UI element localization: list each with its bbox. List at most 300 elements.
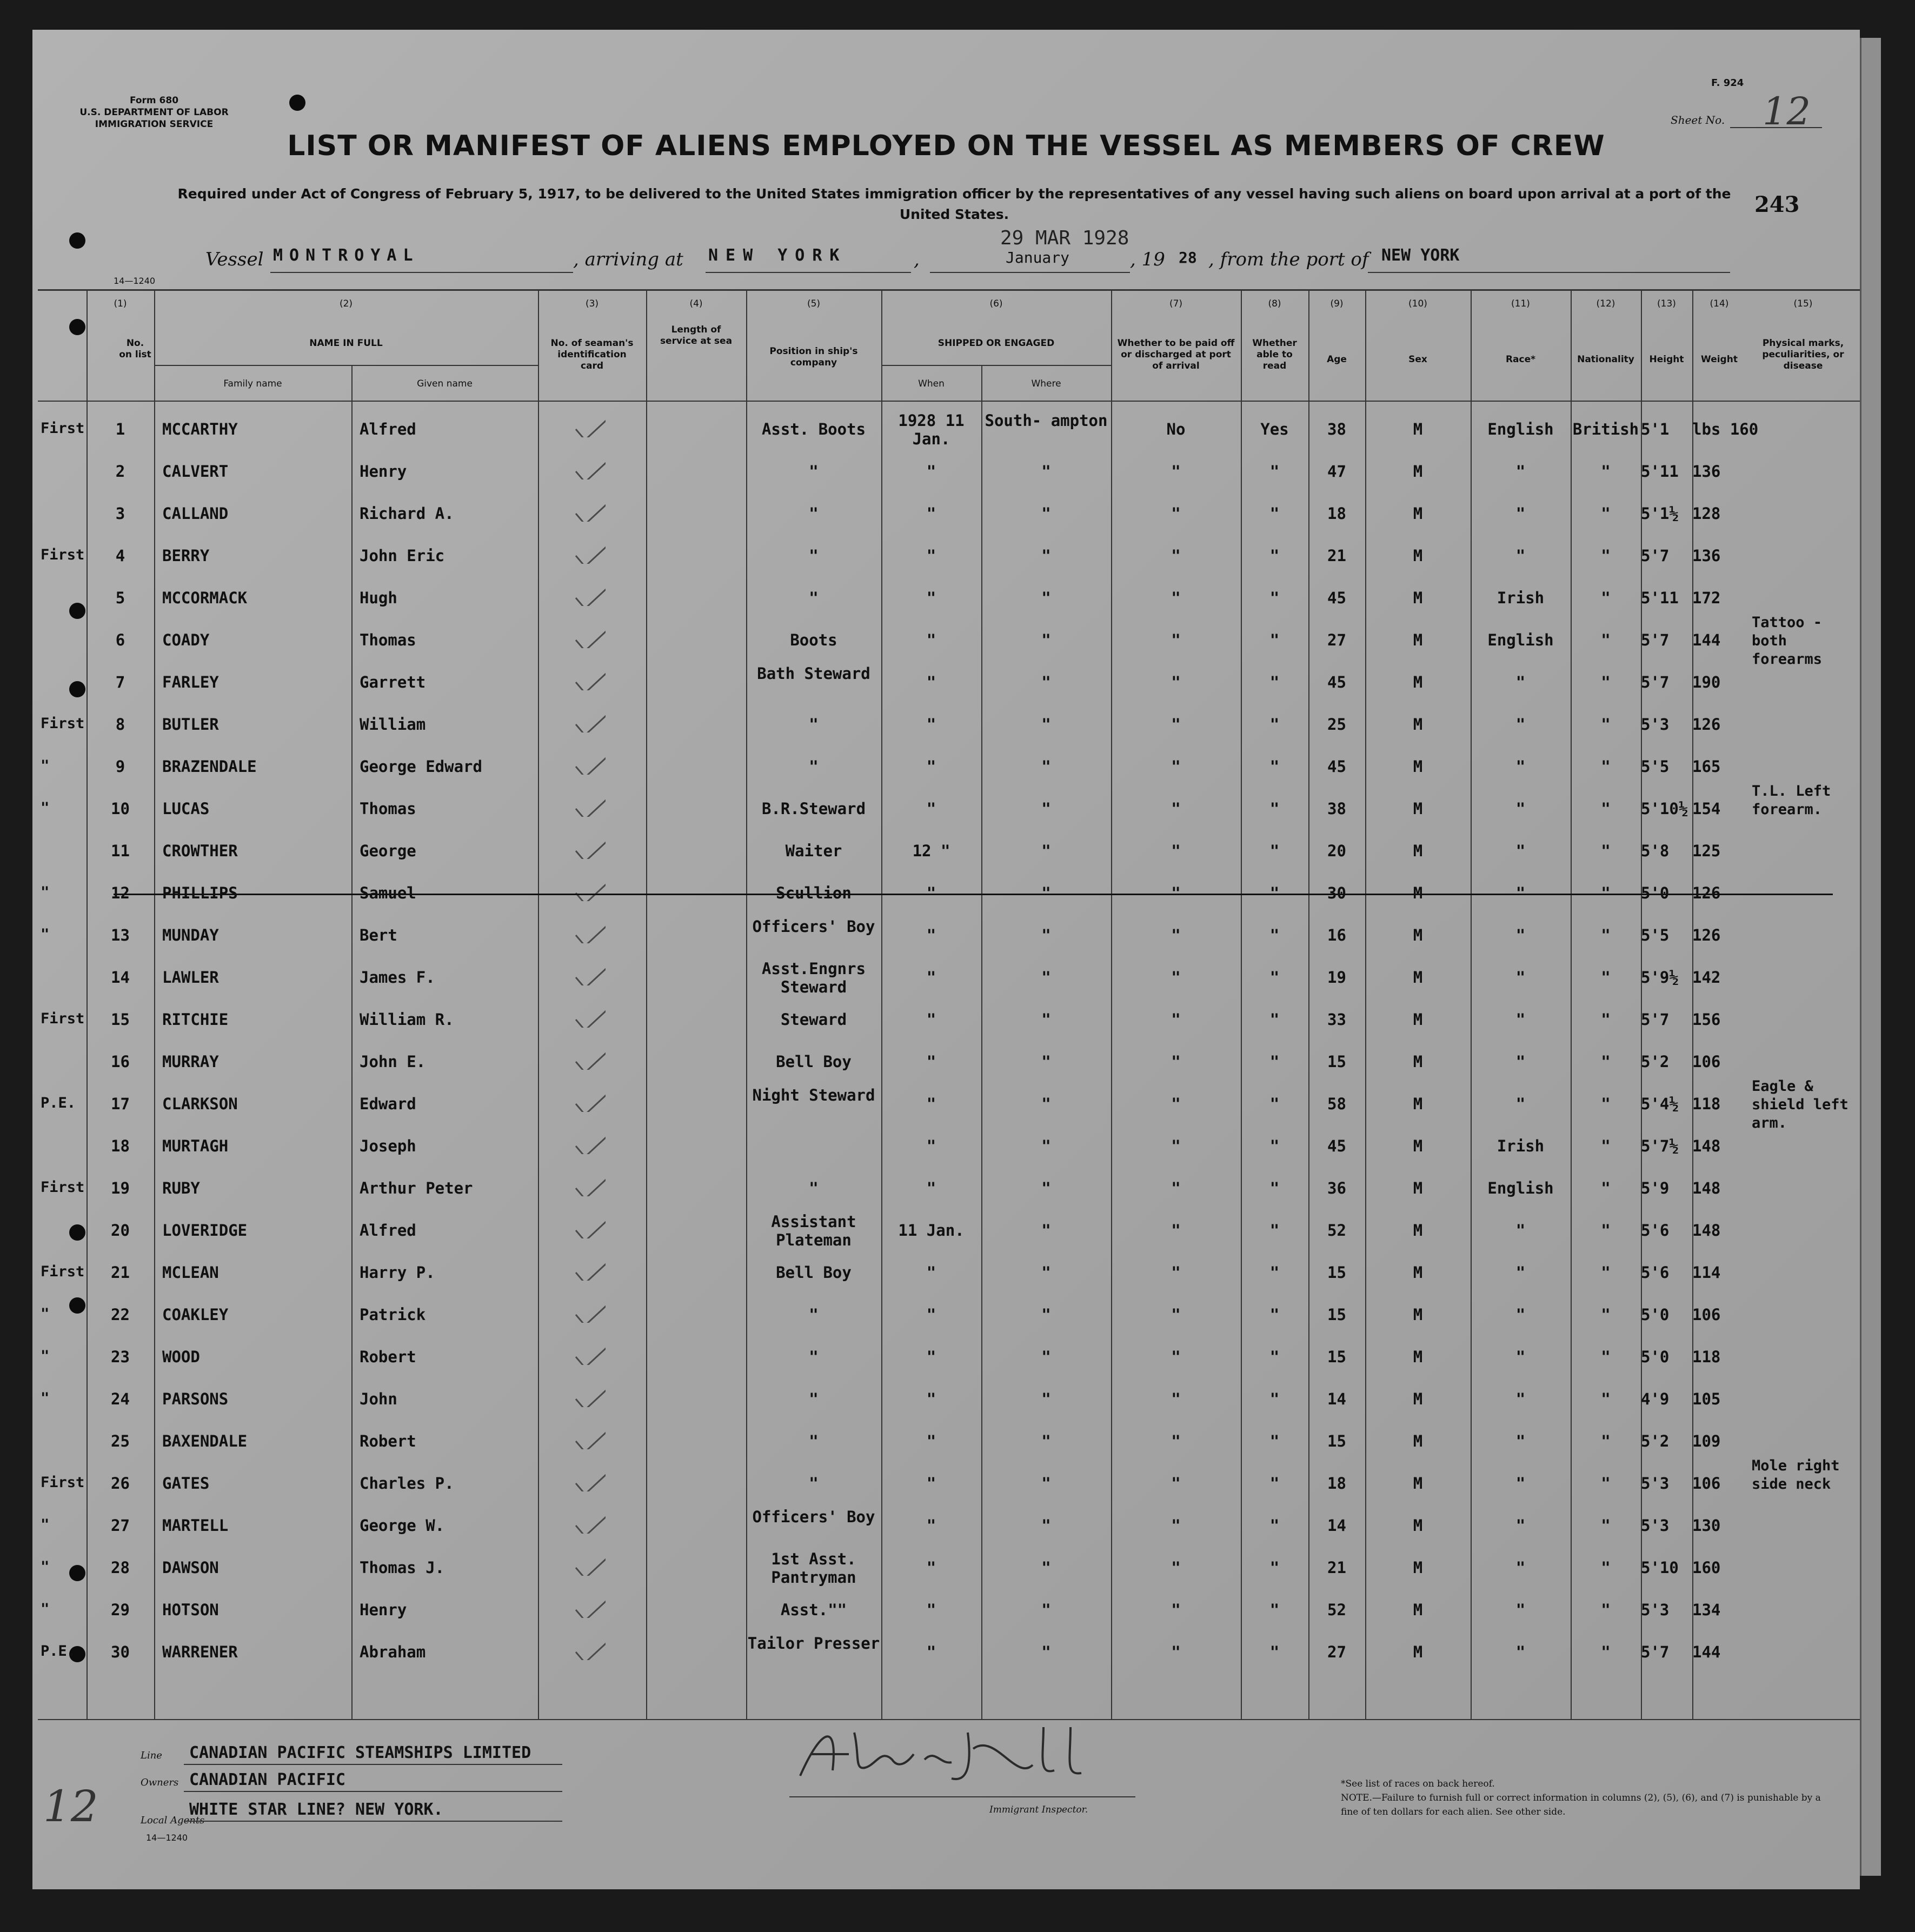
- shipped-where: ": [1041, 1558, 1051, 1577]
- position: ": [809, 1432, 819, 1450]
- col-number: (13): [1657, 298, 1676, 309]
- col-number: (1): [114, 298, 127, 309]
- table-row: [32, 872, 1860, 914]
- family-name: CALVERT: [162, 462, 229, 481]
- height: 5'4½: [1641, 1095, 1679, 1113]
- nationality: ": [1601, 1010, 1611, 1029]
- given-name: Thomas: [360, 800, 416, 818]
- race: ": [1515, 842, 1526, 860]
- table-row: [32, 1589, 1860, 1631]
- paid-off: ": [1171, 1052, 1181, 1071]
- position: ": [809, 1179, 819, 1197]
- col-header-height: Height: [1649, 354, 1684, 365]
- family-name: BRAZENDALE: [162, 757, 257, 776]
- sex: M: [1413, 968, 1423, 987]
- row-number: 23: [111, 1348, 130, 1366]
- weight: 106: [1692, 1305, 1721, 1324]
- shipped-when: ": [926, 1095, 936, 1113]
- table-row: [32, 450, 1860, 492]
- table-row: [32, 1078, 1860, 1131]
- table-row: [32, 1041, 1860, 1083]
- position: ": [809, 547, 819, 565]
- height: 4'9: [1641, 1390, 1670, 1408]
- col-header-age: Age: [1327, 354, 1347, 365]
- shipped-when: ": [926, 884, 936, 902]
- shipped-when: ": [926, 1137, 936, 1155]
- physical-marks: Tattoo - both forearms: [1752, 614, 1823, 668]
- age: 38: [1327, 420, 1346, 438]
- height: 5'0: [1641, 1305, 1670, 1324]
- weight: 144: [1692, 631, 1721, 649]
- row-margin-note: First: [41, 1010, 85, 1027]
- able-to-read: ": [1269, 1474, 1280, 1493]
- from-port: NEW YORK: [1381, 246, 1460, 265]
- able-to-read: ": [1269, 1263, 1280, 1282]
- table-row: [32, 1457, 1860, 1504]
- shipped-when: ": [926, 673, 936, 691]
- weight: 134: [1692, 1601, 1721, 1619]
- sex: M: [1413, 715, 1423, 734]
- shipped-where: ": [1041, 926, 1051, 944]
- shipped-where: ": [1041, 715, 1051, 734]
- position: Asst."": [780, 1601, 847, 1619]
- family-name: MURRAY: [162, 1052, 219, 1071]
- row-number: 27: [111, 1516, 130, 1535]
- row-number: 4: [115, 547, 125, 565]
- table-row: [32, 1336, 1860, 1378]
- race: ": [1515, 1010, 1526, 1029]
- table-row: [32, 1125, 1860, 1167]
- paid-off: ": [1171, 462, 1181, 481]
- weight: 126: [1692, 884, 1721, 902]
- shipped-where: ": [1041, 547, 1051, 565]
- row-margin-note: ": [41, 800, 50, 816]
- height: 5'7: [1641, 673, 1670, 691]
- able-to-read: ": [1269, 631, 1280, 649]
- row-number: 16: [111, 1052, 130, 1071]
- shipped-where: ": [1041, 673, 1051, 691]
- vessel-underline: [270, 272, 573, 273]
- family-name: BAXENDALE: [162, 1432, 248, 1450]
- race: English: [1487, 1179, 1554, 1197]
- row-margin-note: ": [41, 926, 50, 943]
- position: Bell Boy: [776, 1052, 852, 1071]
- row-number: 30: [111, 1643, 130, 1661]
- row-number: 5: [115, 589, 125, 607]
- age: 20: [1327, 842, 1346, 860]
- checkmark-icon: [573, 1596, 606, 1618]
- sex: M: [1413, 1390, 1423, 1408]
- manifest-sheet: [32, 30, 1860, 1889]
- nationality: ": [1601, 547, 1611, 565]
- weight: 160: [1692, 1558, 1721, 1577]
- col-number: (8): [1268, 298, 1281, 309]
- family-name: LOVERIDGE: [162, 1221, 248, 1240]
- able-to-read: ": [1269, 1179, 1280, 1197]
- table-row: [32, 745, 1860, 788]
- given-name: John E.: [360, 1052, 426, 1071]
- races-note: *See list of races on back hereof.: [1341, 1778, 1495, 1789]
- height: 5'5: [1641, 926, 1670, 944]
- weight: 154: [1692, 800, 1721, 818]
- height: 5'7: [1641, 547, 1670, 565]
- col-header-given: Given name: [417, 378, 473, 389]
- shipped-where: ": [1041, 1137, 1051, 1155]
- from-label: , from the port of: [1208, 249, 1369, 270]
- paid-off: ": [1171, 1137, 1181, 1155]
- race: Irish: [1497, 1137, 1545, 1155]
- height: 5'10: [1641, 1558, 1679, 1577]
- nationality: ": [1601, 1558, 1611, 1577]
- position: 1st Asst. Pantryman: [771, 1550, 856, 1587]
- race: ": [1515, 1474, 1526, 1493]
- form-number: Form 680: [129, 95, 179, 106]
- given-name: Patrick: [360, 1305, 426, 1324]
- family-name: MURTAGH: [162, 1137, 229, 1155]
- row-margin-note: ": [41, 1305, 50, 1322]
- able-to-read: ": [1269, 1010, 1280, 1029]
- race: ": [1515, 1558, 1526, 1577]
- able-to-read: ": [1269, 968, 1280, 987]
- given-name: Henry: [360, 462, 407, 481]
- shipped-when: ": [926, 1516, 936, 1535]
- checkmark-icon: [573, 1512, 606, 1534]
- age: 52: [1327, 1221, 1346, 1240]
- checkmark-icon: [573, 584, 606, 606]
- given-name: Alfred: [360, 1221, 416, 1240]
- position: Assistant Plateman: [771, 1213, 856, 1249]
- row-number: 28: [111, 1558, 130, 1577]
- race: ": [1515, 1643, 1526, 1661]
- age: 15: [1327, 1348, 1346, 1366]
- position: Night Steward: [752, 1086, 875, 1104]
- race: ": [1515, 757, 1526, 776]
- sex: M: [1413, 757, 1423, 776]
- checkmark-icon: [573, 627, 606, 648]
- penalty-note: NOTE.—Failure to furnish full or correct information in columns (2), (5), (6), and (7) is punishable by a fine of ten dollars for each alien. See other side.: [1341, 1793, 1821, 1817]
- shipped-when: 11 Jan.: [898, 1221, 965, 1240]
- table-row: [32, 830, 1860, 872]
- given-name: Robert: [360, 1348, 416, 1366]
- col-header-paid-off: Whether to be paid off or discharged at port of arrival: [1117, 338, 1235, 371]
- family-name: RUBY: [162, 1179, 200, 1197]
- shipped-where: ": [1041, 1601, 1051, 1619]
- age: 52: [1327, 1601, 1346, 1619]
- race: ": [1515, 800, 1526, 818]
- height: 5'1½: [1641, 504, 1679, 523]
- height: 5'3: [1641, 1474, 1670, 1493]
- checkmark-icon: [573, 1343, 606, 1365]
- position: ": [809, 1474, 819, 1493]
- position: Bell Boy: [776, 1263, 852, 1282]
- sex: M: [1413, 589, 1423, 607]
- row-margin-note: P.E.: [41, 1643, 76, 1660]
- row-number: 8: [115, 715, 125, 734]
- position: Boots: [790, 631, 837, 649]
- col-header-nationality: Nationality: [1577, 354, 1634, 365]
- shipped-when: ": [926, 1643, 936, 1661]
- line-underline: [184, 1764, 562, 1765]
- checkmark-icon: [573, 1554, 606, 1576]
- row-margin-note: ": [41, 1390, 50, 1407]
- age: 45: [1327, 757, 1346, 776]
- given-name: Charles P.: [360, 1474, 454, 1493]
- shipped-where: ": [1041, 1390, 1051, 1408]
- given-name: James F.: [360, 968, 435, 987]
- family-name: LAWLER: [162, 968, 219, 987]
- sex: M: [1413, 1558, 1423, 1577]
- race: ": [1515, 1052, 1526, 1071]
- able-to-read: ": [1269, 1348, 1280, 1366]
- owners-label: Owners: [141, 1777, 179, 1788]
- paid-off: ": [1171, 547, 1181, 565]
- given-name: William R.: [360, 1010, 454, 1029]
- table-row: [32, 1504, 1860, 1547]
- nationality: ": [1601, 1305, 1611, 1324]
- col-header-where: Where: [1031, 378, 1061, 389]
- able-to-read: ": [1269, 589, 1280, 607]
- age: 27: [1327, 631, 1346, 649]
- position: Officers' Boy: [752, 1508, 875, 1526]
- height: 5'3: [1641, 1516, 1670, 1535]
- weight: 148: [1692, 1137, 1721, 1155]
- height: 5'10½: [1641, 800, 1688, 818]
- checkmark-icon: [573, 711, 606, 732]
- shipped-where: ": [1041, 1474, 1051, 1493]
- sex: M: [1413, 1474, 1423, 1493]
- position: Waiter: [785, 842, 842, 860]
- shipped-where: ": [1041, 1221, 1051, 1240]
- weight: 172: [1692, 589, 1721, 607]
- race: Irish: [1497, 589, 1545, 607]
- height: 5'2: [1641, 1432, 1670, 1450]
- sex: M: [1413, 800, 1423, 818]
- paid-off: ": [1171, 1643, 1181, 1661]
- checkmark-icon: [573, 1428, 606, 1449]
- checkmark-icon: [573, 1301, 606, 1323]
- shipped-where: ": [1041, 1263, 1051, 1282]
- given-name: Harry P.: [360, 1263, 435, 1282]
- position: Scullion: [776, 884, 852, 902]
- able-to-read: ": [1269, 462, 1280, 481]
- table-top-border: [38, 289, 1860, 291]
- family-name: WARRENER: [162, 1643, 238, 1661]
- paid-off: ": [1171, 1095, 1181, 1113]
- weight: 148: [1692, 1179, 1721, 1197]
- row-number: 25: [111, 1432, 130, 1450]
- table-row: [32, 1294, 1860, 1336]
- age: 14: [1327, 1516, 1346, 1535]
- weight: 142: [1692, 968, 1721, 987]
- checkmark-icon: [573, 1638, 606, 1660]
- nationality: ": [1601, 1221, 1611, 1240]
- weight: 125: [1692, 842, 1721, 860]
- age: 15: [1327, 1052, 1346, 1071]
- shipped-where: ": [1041, 800, 1051, 818]
- nationality: ": [1601, 589, 1611, 607]
- nationality: ": [1601, 504, 1611, 523]
- shipped-where: ": [1041, 1010, 1051, 1029]
- race: ": [1515, 504, 1526, 523]
- col-header-position: Position in ship's company: [769, 346, 858, 368]
- row-number: 2: [115, 462, 125, 481]
- form-identification: [78, 95, 230, 130]
- nationality: ": [1601, 1432, 1611, 1450]
- height: 5'7: [1641, 1010, 1670, 1029]
- given-name: John: [360, 1390, 397, 1408]
- table-row: [32, 1378, 1860, 1420]
- age: 21: [1327, 547, 1346, 565]
- table-row: [32, 1631, 1860, 1673]
- height: 5'6: [1641, 1263, 1670, 1282]
- checkmark-icon: [573, 1385, 606, 1407]
- nationality: ": [1601, 1643, 1611, 1661]
- sex: M: [1413, 504, 1423, 523]
- sex: M: [1413, 1010, 1423, 1029]
- race: ": [1515, 1601, 1526, 1619]
- age: 19: [1327, 968, 1346, 987]
- sex: M: [1413, 926, 1423, 944]
- shipped-when: ": [926, 1179, 936, 1197]
- paid-off: ": [1171, 673, 1181, 691]
- table-row: [32, 1209, 1860, 1251]
- col-header-name: NAME IN FULL: [309, 338, 383, 349]
- height: 5'9½: [1641, 968, 1679, 987]
- given-name: Edward: [360, 1095, 416, 1113]
- table-row: [32, 703, 1860, 745]
- shipped-when: ": [926, 1558, 936, 1577]
- sex: M: [1413, 1263, 1423, 1282]
- able-to-read: ": [1269, 547, 1280, 565]
- col-number: (14): [1710, 298, 1729, 309]
- shipped-when: ": [926, 715, 936, 734]
- family-name: MCLEAN: [162, 1263, 219, 1282]
- family-name: WOOD: [162, 1348, 200, 1366]
- paid-off: ": [1171, 1305, 1181, 1324]
- height: 5'7: [1641, 631, 1670, 649]
- inspector-label: Immigrant Inspector.: [989, 1804, 1088, 1815]
- col-header-shipped: SHIPPED OR ENGAGED: [937, 338, 1055, 349]
- date-stamp: 29 MAR 1928: [1000, 227, 1129, 249]
- shipped-when: ": [926, 1052, 936, 1071]
- sex: M: [1413, 1516, 1423, 1535]
- age: 18: [1327, 1474, 1346, 1493]
- weight: 109: [1692, 1432, 1721, 1450]
- col-number: (2): [339, 298, 353, 309]
- race: ": [1515, 1348, 1526, 1366]
- table-row: [32, 956, 1860, 998]
- row-number: 10: [111, 800, 130, 818]
- height: 5'7: [1641, 1643, 1670, 1661]
- weight: 144: [1692, 1643, 1721, 1661]
- weight: 190: [1692, 673, 1721, 691]
- checkmark-icon: [573, 500, 606, 522]
- weight: 105: [1692, 1390, 1721, 1408]
- col-number: (3): [585, 298, 599, 309]
- shipped-when: ": [926, 504, 936, 523]
- paid-off: ": [1171, 842, 1181, 860]
- shipped-where: ": [1041, 1179, 1051, 1197]
- able-to-read: ": [1269, 504, 1280, 523]
- family-name: FARLEY: [162, 673, 219, 691]
- arriving-label: , arriving at: [573, 249, 683, 270]
- sex: M: [1413, 1305, 1423, 1324]
- able-to-read: ": [1269, 884, 1280, 902]
- sex: M: [1413, 462, 1423, 481]
- paid-off: ": [1171, 1558, 1181, 1577]
- row-margin-note: ": [41, 1348, 50, 1364]
- nationality: ": [1601, 1390, 1611, 1408]
- age: 45: [1327, 589, 1346, 607]
- race: ": [1515, 715, 1526, 734]
- paid-off: ": [1171, 1601, 1181, 1619]
- table-row: [32, 1167, 1860, 1209]
- weight: 126: [1692, 926, 1721, 944]
- age: 33: [1327, 1010, 1346, 1029]
- row-number: 29: [111, 1601, 130, 1619]
- year-prefix: , 19: [1130, 249, 1165, 270]
- age: 45: [1327, 673, 1346, 691]
- col-header-race: Race*: [1505, 354, 1536, 365]
- race: ": [1515, 884, 1526, 902]
- able-to-read: ": [1269, 1643, 1280, 1661]
- sex: M: [1413, 547, 1423, 565]
- height: 5'2: [1641, 1052, 1670, 1071]
- footer-stock-number: 14—1240: [146, 1833, 188, 1843]
- shipped-when: ": [926, 926, 936, 944]
- nationality: ": [1601, 1052, 1611, 1071]
- shipped-when: ": [926, 1474, 936, 1493]
- weight: 126: [1692, 715, 1721, 734]
- nationality: ": [1601, 715, 1611, 734]
- shipped-sub-rule: [881, 365, 1111, 366]
- family-name: BERRY: [162, 547, 210, 565]
- weight: 136: [1692, 547, 1721, 565]
- age: 30: [1327, 884, 1346, 902]
- family-name: COAKLEY: [162, 1305, 229, 1324]
- family-name: RITCHIE: [162, 1010, 229, 1029]
- able-to-read: ": [1269, 1432, 1280, 1450]
- col-header-no: No. on list: [119, 338, 151, 360]
- able-to-read: ": [1269, 842, 1280, 860]
- page-title: LIST OR MANIFEST OF ALIENS EMPLOYED ON THE VESSEL AS MEMBERS OF CREW: [287, 130, 1605, 162]
- race: ": [1515, 1516, 1526, 1535]
- table-row: [32, 1251, 1860, 1294]
- race: English: [1487, 420, 1554, 438]
- checkmark-icon: [573, 922, 606, 943]
- nationality: ": [1601, 1516, 1611, 1535]
- owners-value: CANADIAN PACIFIC: [189, 1770, 345, 1789]
- height: 5'3: [1641, 715, 1670, 734]
- col-number: (4): [689, 298, 703, 309]
- header-bottom-border: [38, 401, 1860, 402]
- given-name: George W.: [360, 1516, 445, 1535]
- weight: 114: [1692, 1263, 1721, 1282]
- sex: M: [1413, 1643, 1423, 1661]
- arriving-port: NEW YORK: [708, 246, 847, 265]
- checkmark-icon: [573, 837, 606, 859]
- given-name: Thomas: [360, 631, 416, 649]
- sheet-number: 12: [1763, 89, 1811, 134]
- family-name: CALLAND: [162, 504, 229, 523]
- race: ": [1515, 1263, 1526, 1282]
- age: 45: [1327, 1137, 1346, 1155]
- race: ": [1515, 1305, 1526, 1324]
- race: ": [1515, 673, 1526, 691]
- paid-off: ": [1171, 800, 1181, 818]
- position: ": [809, 715, 819, 734]
- col-number: (5): [807, 298, 821, 309]
